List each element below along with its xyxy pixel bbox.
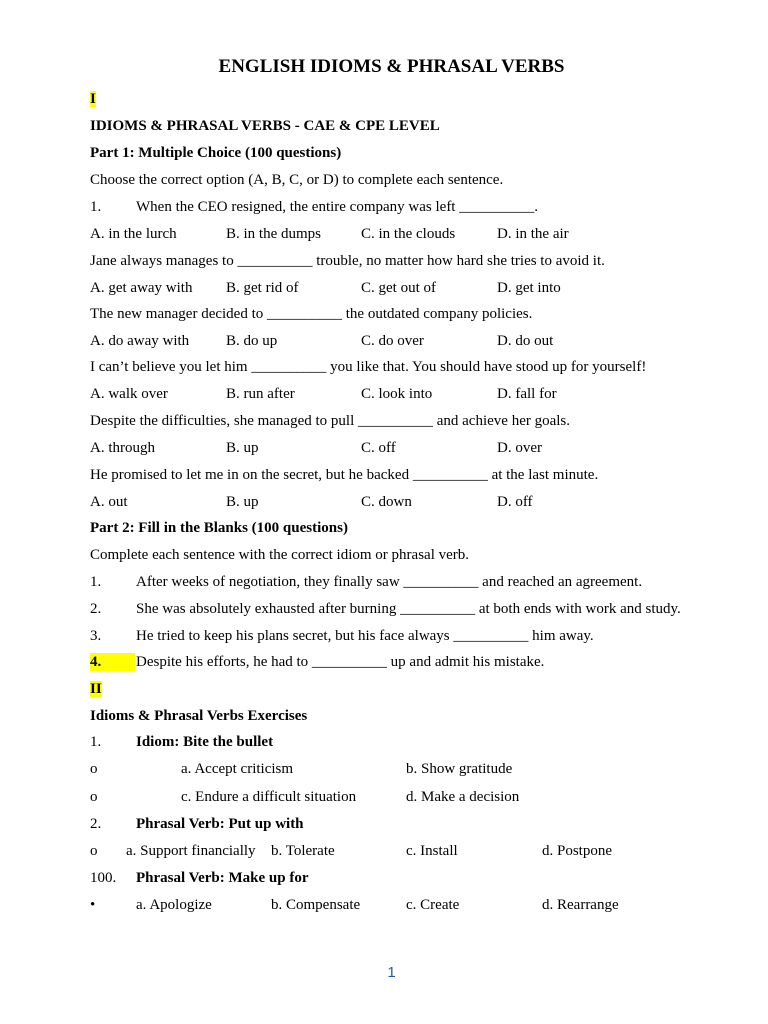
option-c: C. in the clouds xyxy=(361,226,456,242)
exercise-title: Phrasal Verb: Put up with xyxy=(136,816,304,832)
option-c: C. off xyxy=(361,440,396,456)
option-b: B. in the dumps xyxy=(226,226,322,242)
blank-text: She was absolutely exhausted after burning __________ at both ends with work and study. xyxy=(136,601,681,617)
bullet-icon: o xyxy=(90,843,98,859)
option-a: a. Support financially xyxy=(126,843,256,859)
blank-number: 1. xyxy=(90,574,102,590)
blank-text: Despite his efforts, he had to __________ up and admit his mistake. xyxy=(136,654,545,670)
part1-title: Part 1: Multiple Choice (100 questions) xyxy=(90,145,342,161)
option-d: D. get into xyxy=(497,280,561,296)
bullet-icon: o xyxy=(90,789,98,805)
page-number: 1 xyxy=(387,964,396,981)
option-b: b. Compensate xyxy=(271,897,361,913)
option-c: c. Endure a difficult situation xyxy=(181,789,357,805)
part2-instructions: Complete each sentence with the correct idiom or phrasal verb. xyxy=(90,547,470,563)
question-number: 1. xyxy=(90,199,102,215)
option-a: a. Apologize xyxy=(136,897,212,913)
question-text: I can’t believe you let him __________ you like that. You should have stood up for yourself! xyxy=(90,359,647,375)
section2-heading: Idioms & Phrasal Verbs Exercises xyxy=(90,708,308,724)
question-text: Despite the difficulties, she managed to pull __________ and achieve her goals. xyxy=(90,413,571,429)
option-b: b. Show gratitude xyxy=(406,761,513,777)
option-d: d. Make a decision xyxy=(406,789,520,805)
exercise-number: 1. xyxy=(90,734,102,750)
bullet-icon: • xyxy=(90,897,96,913)
section-heading: IDIOMS & PHRASAL VERBS - CAE & CPE LEVEL xyxy=(90,118,440,134)
part2-title: Part 2: Fill in the Blanks (100 questions) xyxy=(90,520,348,536)
option-a: A. out xyxy=(90,494,128,510)
section-marker-1: I xyxy=(90,91,96,107)
blank-number: 3. xyxy=(90,628,102,644)
section-marker-2: II xyxy=(90,681,102,697)
option-b: B. get rid of xyxy=(226,280,299,296)
option-b: B. up xyxy=(226,440,259,456)
blank-text: After weeks of negotiation, they finally saw __________ and reached an agreement. xyxy=(136,574,643,590)
option-a: A. do away with xyxy=(90,333,190,349)
option-a: A. in the lurch xyxy=(90,226,177,242)
option-d: D. do out xyxy=(497,333,554,349)
blank-number: 2. xyxy=(90,601,102,617)
option-c: C. get out of xyxy=(361,280,436,296)
option-a: a. Accept criticism xyxy=(181,761,294,777)
exercise-number: 2. xyxy=(90,816,102,832)
question-text: The new manager decided to __________ the outdated company policies. xyxy=(90,306,533,322)
option-a: A. walk over xyxy=(90,386,168,402)
option-c: c. Create xyxy=(406,897,460,913)
exercise-title: Phrasal Verb: Make up for xyxy=(136,870,309,886)
option-b: B. up xyxy=(226,494,259,510)
question-text: When the CEO resigned, the entire company was left __________. xyxy=(136,199,538,215)
option-d: d. Rearrange xyxy=(542,897,619,913)
option-c: C. look into xyxy=(361,386,433,402)
option-d: D. over xyxy=(497,440,542,456)
part1-instructions: Choose the correct option (A, B, C, or D) to complete each sentence. xyxy=(90,172,504,188)
option-d: D. in the air xyxy=(497,226,569,242)
option-d: D. off xyxy=(497,494,533,510)
option-c: C. do over xyxy=(361,333,424,349)
question-text: Jane always manages to __________ trouble, no matter how hard she tries to avoid it. xyxy=(90,253,605,269)
option-a: A. get away with xyxy=(90,280,193,296)
option-b: B. run after xyxy=(226,386,295,402)
question-text: He promised to let me in on the secret, but he backed __________ at the last minute. xyxy=(90,467,599,483)
option-b: B. do up xyxy=(226,333,278,349)
exercise-title: Idiom: Bite the bullet xyxy=(136,734,274,750)
option-d: D. fall for xyxy=(497,386,557,402)
bullet-icon: o xyxy=(90,761,98,777)
option-c: c. Install xyxy=(406,843,458,859)
exercise-number: 100. xyxy=(90,870,117,886)
page-title: ENGLISH IDIOMS & PHRASAL VERBS xyxy=(218,56,565,77)
option-c: C. down xyxy=(361,494,412,510)
blank-text: He tried to keep his plans secret, but his face always __________ him away. xyxy=(136,628,594,644)
option-d: d. Postpone xyxy=(542,843,613,859)
option-a: A. through xyxy=(90,440,155,456)
blank-number-highlighted: 4. xyxy=(90,653,135,671)
option-b: b. Tolerate xyxy=(271,843,335,859)
